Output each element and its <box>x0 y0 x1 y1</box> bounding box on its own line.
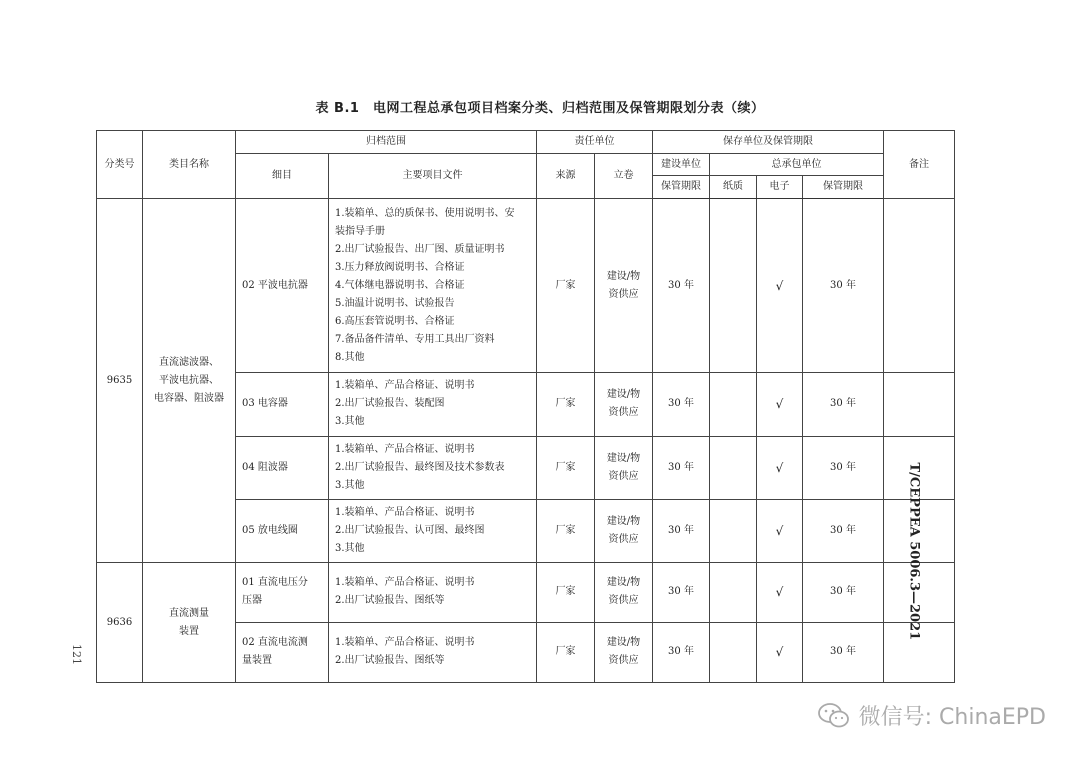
item-name: 03 电容器 <box>236 373 329 436</box>
paper <box>710 199 757 373</box>
group-category: 直流测量 装置 <box>143 563 236 683</box>
electronic-check: √ <box>757 499 803 562</box>
header-paper: 纸质 <box>710 176 757 199</box>
file-list: 1.装箱单、产品合格证、说明书 2.出厂试验报告、认可图、最终图 3.其他 <box>329 499 537 562</box>
header-builder: 建设单位 <box>653 154 710 176</box>
standard-code: T/CEPPEA 5006.3—2021 <box>906 462 922 641</box>
header-item: 细目 <box>236 154 329 199</box>
item-name: 04 阻波器 <box>236 436 329 499</box>
table-row <box>97 563 955 622</box>
builder-period: 30 年 <box>653 373 710 436</box>
watermark <box>817 700 1046 731</box>
source: 厂家 <box>537 622 595 682</box>
page-number: 121 <box>70 644 83 665</box>
contractor-period: 30 年 <box>803 622 884 682</box>
item-name: 01 直流电压分 压器 <box>236 563 329 622</box>
builder-period: 30 年 <box>653 499 710 562</box>
watermark-text: 微信号: ChinaEPD <box>858 705 1046 730</box>
filing-unit: 建设/物 资供应 <box>595 436 653 499</box>
header-source: 来源 <box>537 154 595 199</box>
contractor-period: 30 年 <box>803 199 884 373</box>
file-list: 1.装箱单、产品合格证、说明书 2.出厂试验报告、装配图 3.其他 <box>329 373 537 436</box>
source: 厂家 <box>537 373 595 436</box>
table-caption: 表 B.1 电网工程总承包项目档案分类、归档范围及保管期限划分表（续） <box>315 101 765 116</box>
filing-unit: 建设/物 资供应 <box>595 499 653 562</box>
filing-unit: 建设/物 资供应 <box>595 563 653 622</box>
electronic-check: √ <box>757 563 803 622</box>
remarks <box>884 199 955 373</box>
header-category: 类目名称 <box>143 131 236 199</box>
paper <box>710 499 757 562</box>
filing-unit: 建设/物 资供应 <box>595 199 653 373</box>
header-remarks: 备注 <box>884 131 955 199</box>
header-builder-period: 保管期限 <box>653 176 710 199</box>
group-category: 直流滤波器、 平波电抗器、 电容器、阻波器 <box>143 199 236 563</box>
file-list: 1.装箱单、总的质保书、使用说明书、安 装指导手册 2.出厂试验报告、出厂图、质量证明书 3.压力释放阀说明书、合格证 4.气体继电器说明书、合格证 5.油温计说明书、试验报告 6.高压套管说明书、合格证 7.备品备件清单、专用工具出厂资料 8.其他 <box>329 199 537 373</box>
contractor-period: 30 年 <box>803 563 884 622</box>
source: 厂家 <box>537 436 595 499</box>
builder-period: 30 年 <box>653 563 710 622</box>
builder-period: 30 年 <box>653 199 710 373</box>
builder-period: 30 年 <box>653 436 710 499</box>
header-contractor-period: 保管期限 <box>803 176 884 199</box>
electronic-check: √ <box>757 622 803 682</box>
header-responsibility: 责任单位 <box>537 131 653 154</box>
file-list: 1.装箱单、产品合格证、说明书 2.出厂试验报告、图纸等 <box>329 622 537 682</box>
builder-period: 30 年 <box>653 622 710 682</box>
source: 厂家 <box>537 563 595 622</box>
paper <box>710 622 757 682</box>
header-scope: 归档范围 <box>236 131 537 154</box>
group-code: 9636 <box>97 563 143 683</box>
electronic-check: √ <box>757 436 803 499</box>
remarks <box>884 373 955 436</box>
filing-unit: 建设/物 资供应 <box>595 622 653 682</box>
wechat-icon <box>817 702 851 730</box>
contractor-period: 30 年 <box>803 436 884 499</box>
paper <box>710 563 757 622</box>
header-retention-group: 保存单位及保管期限 <box>653 131 884 154</box>
header-files: 主要项目文件 <box>329 154 537 199</box>
header-filing: 立卷 <box>595 154 653 199</box>
contractor-period: 30 年 <box>803 499 884 562</box>
source: 厂家 <box>537 199 595 373</box>
paper <box>710 373 757 436</box>
filing-unit: 建设/物 资供应 <box>595 373 653 436</box>
archive-table <box>96 130 955 683</box>
item-name: 02 平波电抗器 <box>236 199 329 373</box>
group-code: 9635 <box>97 199 143 563</box>
paper <box>710 436 757 499</box>
file-list: 1.装箱单、产品合格证、说明书 2.出厂试验报告、图纸等 <box>329 563 537 622</box>
electronic-check: √ <box>757 199 803 373</box>
header-electronic: 电子 <box>757 176 803 199</box>
table-row <box>97 199 955 373</box>
electronic-check: √ <box>757 373 803 436</box>
contractor-period: 30 年 <box>803 373 884 436</box>
file-list: 1.装箱单、产品合格证、说明书 2.出厂试验报告、最终图及技术参数表 3.其他 <box>329 436 537 499</box>
header-contractor: 总承包单位 <box>710 154 884 176</box>
item-name: 05 放电线圈 <box>236 499 329 562</box>
source: 厂家 <box>537 499 595 562</box>
header-code: 分类号 <box>97 131 143 199</box>
item-name: 02 直流电流测 量装置 <box>236 622 329 682</box>
